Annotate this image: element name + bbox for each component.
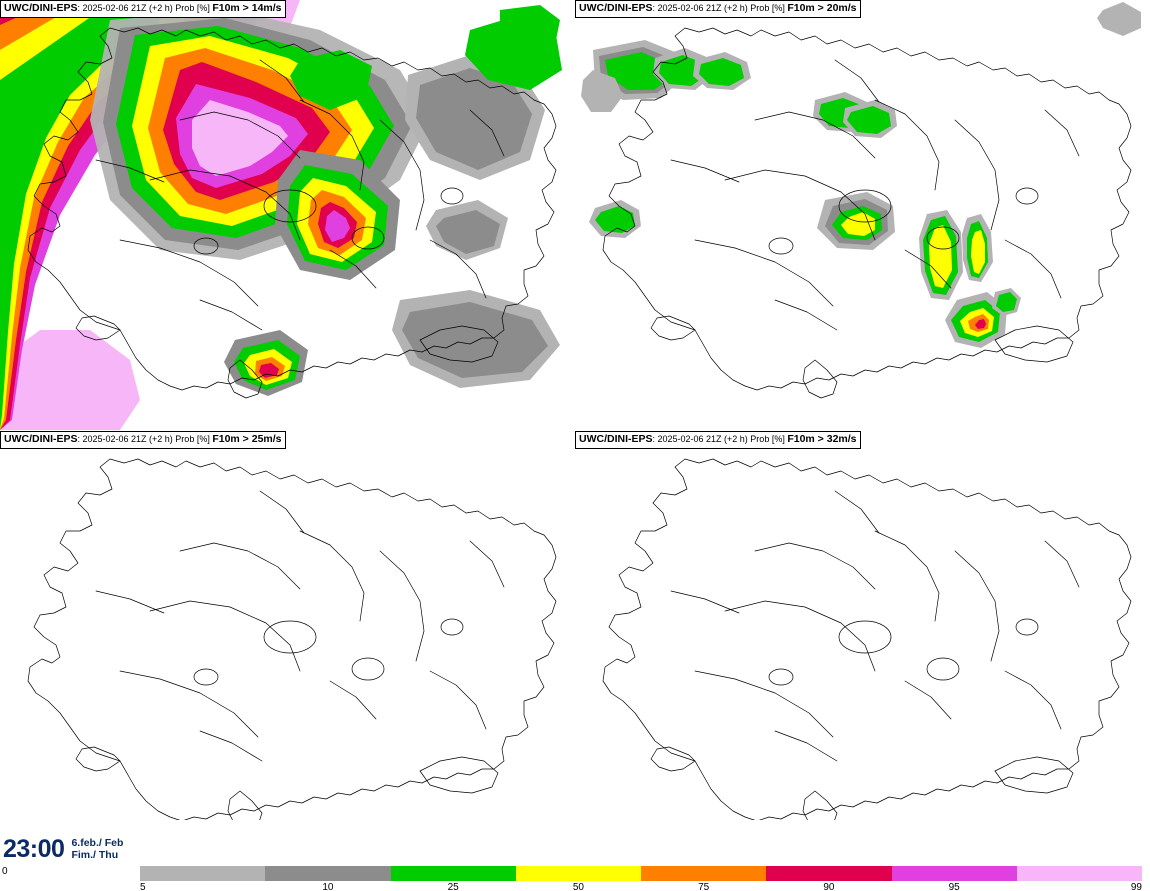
map-canvas-14ms (0, 0, 575, 430)
panel-param-label: F10m > 20m/s (787, 2, 857, 14)
colorbar-swatch-90 (766, 866, 891, 881)
colorbar-tick-25: 25 (447, 882, 459, 891)
footer-bar (0, 820, 1150, 891)
panel-title-32ms (575, 431, 861, 449)
panel-source-label: UWC/DINI-EPS (4, 2, 78, 14)
panel-source-label: UWC/DINI-EPS (579, 2, 653, 14)
map-canvas-32ms (575, 431, 1150, 861)
panel-run-label: : 2025-02-06 21Z (+2 h) Prob [%] (77, 3, 213, 13)
colorbar-swatch-25 (391, 866, 516, 881)
colorbar-zero-label: 0 (2, 866, 8, 877)
panel-title-14ms (0, 0, 286, 18)
colorbar-swatch-99 (1017, 866, 1142, 881)
colorbar-tick-5: 5 (140, 882, 146, 891)
valid-date-line-1: 6.feb./ Feb (71, 836, 124, 849)
colorbar-swatch-95 (892, 866, 1017, 881)
map-panel-20ms[interactable] (575, 0, 1150, 430)
panel-source-label: UWC/DINI-EPS (579, 433, 653, 445)
colorbar-tick-10: 10 (322, 882, 334, 891)
map-panel-32ms[interactable] (575, 431, 1150, 861)
panel-param-label: F10m > 32m/s (787, 433, 857, 445)
colorbar-swatch-75 (641, 866, 766, 881)
colorbar-swatch-5 (140, 866, 265, 881)
map-canvas-20ms (575, 0, 1150, 430)
panel-param-label: F10m > 25m/s (212, 433, 282, 445)
valid-date-line-2: Fim./ Thu (71, 849, 119, 861)
colorbar-tick-50: 50 (572, 882, 584, 891)
map-canvas-25ms (0, 431, 575, 861)
valid-time-clock: 23:00 (3, 834, 65, 863)
panel-title-20ms (575, 0, 861, 18)
panel-title-25ms (0, 431, 286, 449)
colorbar-tick-labels (140, 882, 1142, 891)
colorbar-tick-75: 75 (698, 882, 710, 891)
colorbar-swatches (140, 866, 1142, 881)
panel-param-label: F10m > 14m/s (212, 2, 282, 14)
panel-run-label: : 2025-02-06 21Z (+2 h) Prob [%] (77, 434, 213, 444)
probability-colorbar (0, 866, 1150, 891)
valid-date-block (71, 837, 123, 862)
colorbar-tick-90: 90 (823, 882, 835, 891)
colorbar-swatch-10 (265, 866, 390, 881)
panel-run-label: : 2025-02-06 21Z (+2 h) Prob [%] (652, 434, 788, 444)
map-panel-25ms[interactable] (0, 431, 575, 861)
map-panel-14ms[interactable] (0, 0, 575, 430)
colorbar-tick-99: 99 (1130, 882, 1142, 891)
panel-run-label: : 2025-02-06 21Z (+2 h) Prob [%] (652, 3, 788, 13)
colorbar-swatch-50 (516, 866, 641, 881)
colorbar-tick-95: 95 (948, 882, 960, 891)
valid-time-box (0, 829, 135, 869)
panel-source-label: UWC/DINI-EPS (4, 433, 78, 445)
